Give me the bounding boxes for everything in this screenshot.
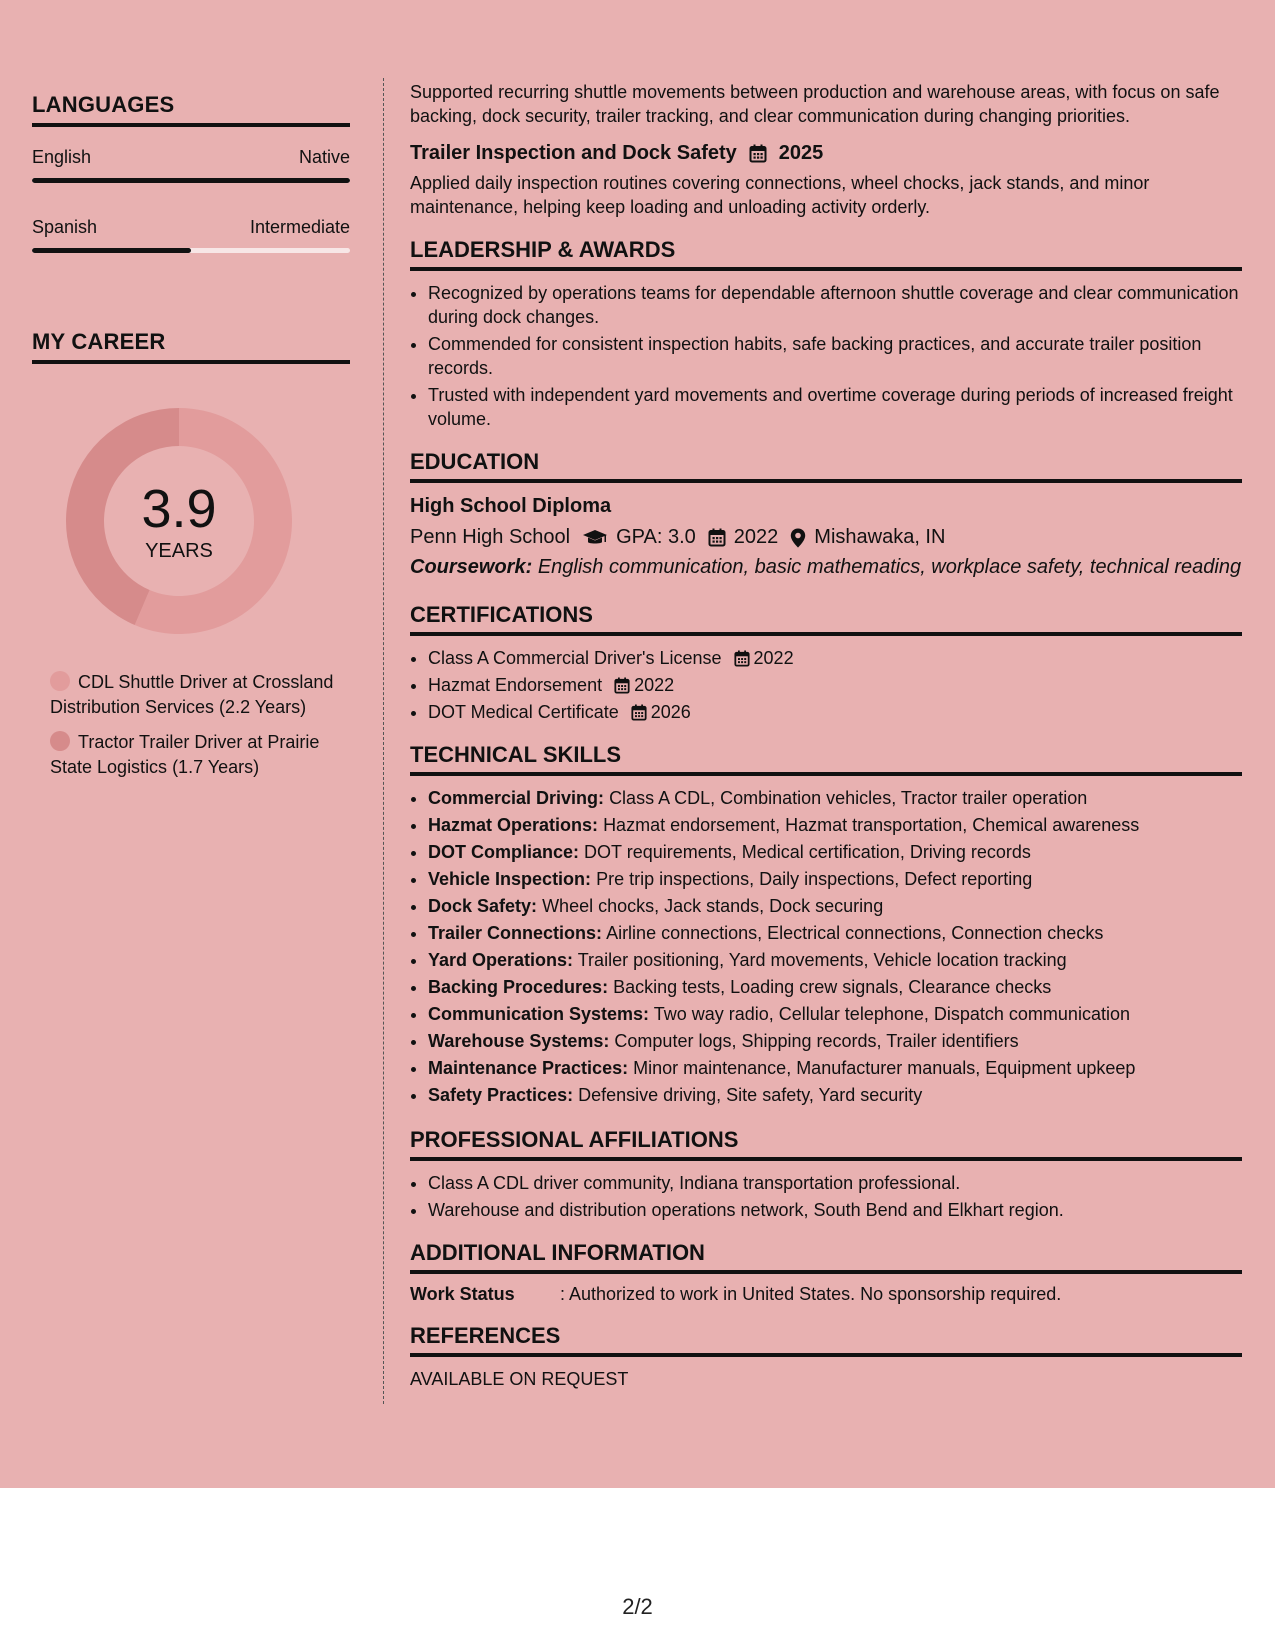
list-item — [428, 813, 1242, 837]
skill-label: Vehicle Inspection: — [428, 869, 592, 889]
cert-name: Class A Commercial Driver's License — [428, 648, 722, 668]
location-pin-icon — [790, 528, 806, 548]
skill-value: Pre trip inspections, Daily inspections, Defect reporting — [596, 869, 1033, 889]
calendar-icon — [631, 704, 647, 721]
career-legend — [32, 670, 350, 780]
list-item: • Commended for consistent inspection habits, safe backing practices, and accurate trailer position records. — [428, 332, 1242, 380]
language-proficiency-fill — [32, 248, 191, 253]
skill-value: Trailer positioning, Yard movements, Vehicle location tracking — [577, 950, 1067, 970]
list-item: • Trusted with independent yard movements and overtime coverage during periods of increased freight volume. — [428, 383, 1242, 431]
list-item: • Warehouse and distribution operations network, South Bend and Elkhart region. — [428, 1198, 1242, 1222]
career-legend-item — [50, 730, 350, 780]
affiliations-list — [410, 1171, 1242, 1222]
skill-value: Two way radio, Cellular telephone, Dispatch communication — [653, 1004, 1130, 1024]
leadership-list — [410, 281, 1242, 431]
list-item — [428, 840, 1242, 864]
cert-name: DOT Medical Certificate — [428, 702, 619, 722]
education-year: 2022 — [733, 526, 779, 548]
additional-title: ADDITIONAL INFORMATION — [410, 1240, 1242, 1274]
skill-label: Yard Operations: — [428, 950, 574, 970]
list-item — [428, 867, 1242, 891]
skill-value: Minor maintenance, Manufacturer manuals, Equipment upkeep — [633, 1058, 1136, 1078]
education-details — [410, 526, 1242, 549]
language-proficiency-fill — [32, 178, 350, 183]
skill-value: Hazmat endorsement, Hazmat transportation, Chemical awareness — [603, 815, 1140, 835]
skill-label: Communication Systems: — [428, 1004, 650, 1024]
calendar-icon — [708, 528, 726, 547]
education-coursework — [410, 555, 1242, 580]
left-column — [32, 92, 350, 790]
right-column — [410, 80, 1242, 1390]
list-item — [428, 786, 1242, 810]
list-item: • Class A CDL driver community, Indiana transportation professional. — [428, 1171, 1242, 1195]
education-degree: High School Diploma — [410, 495, 612, 517]
skill-label: Maintenance Practices: — [428, 1058, 629, 1078]
cert-year: 2022 — [634, 675, 675, 695]
skill-value: Airline connections, Electrical connections, Connection checks — [606, 923, 1104, 943]
education-title: EDUCATION — [410, 449, 1242, 483]
skill-label: Dock Safety: — [428, 896, 538, 916]
page-footer — [0, 1488, 1275, 1650]
references-title: REFERENCES — [410, 1323, 1242, 1357]
language-proficiency-bar — [32, 248, 350, 253]
page-number: 2/2 — [622, 1594, 653, 1619]
project-year: 2025 — [778, 142, 824, 164]
cert-year: 2022 — [753, 648, 794, 668]
language-spanish — [32, 217, 350, 253]
skills-title: TECHNICAL SKILLS — [410, 742, 1242, 776]
language-name: Spanish — [32, 217, 98, 237]
language-english — [32, 147, 350, 183]
list-item — [428, 921, 1242, 945]
work-status-value: : Authorized to work in United States. No sponsorship required. — [560, 1284, 1062, 1304]
certifications-title: CERTIFICATIONS — [410, 602, 1242, 636]
career-title: MY CAREER — [32, 329, 350, 364]
leadership-title: LEADERSHIP & AWARDS — [410, 237, 1242, 271]
work-status-row — [410, 1284, 1242, 1305]
skill-value: Backing tests, Loading crew signals, Clearance checks — [613, 977, 1052, 997]
legend-dot — [50, 671, 70, 691]
calendar-icon — [734, 650, 750, 667]
affiliations-title: PROFESSIONAL AFFILIATIONS — [410, 1127, 1242, 1161]
career-total-years: 3.9 — [141, 478, 217, 539]
skill-label: Commercial Driving: — [428, 788, 605, 808]
languages-title: LANGUAGES — [32, 92, 350, 127]
language-level: Native — [298, 147, 350, 167]
calendar-icon — [614, 677, 630, 694]
coursework-label: Coursework: — [410, 556, 533, 578]
skill-label: Safety Practices: — [428, 1085, 574, 1105]
cert-name: Hazmat Endorsement — [428, 675, 603, 695]
work-status-label: Work Status — [410, 1284, 515, 1304]
project-description: Applied daily inspection routines covering connections, wheel chocks, jack stands, and minor maintenance, helping keep loading and unloading activity orderly. — [410, 173, 1150, 217]
coursework-text: English communication, basic mathematics, workplace safety, technical reading — [537, 556, 1242, 578]
education-gpa: GPA: 3.0 — [616, 526, 696, 548]
certifications-list — [410, 646, 1242, 724]
list-item — [428, 894, 1242, 918]
skill-value: Defensive driving, Site safety, Yard security — [578, 1085, 923, 1105]
skill-value: Class A CDL, Combination vehicles, Tractor trailer operation — [609, 788, 1088, 808]
legend-dot — [50, 731, 70, 751]
career-total-unit: YEARS — [145, 539, 213, 562]
language-level: Intermediate — [249, 217, 350, 237]
skill-value: Wheel chocks, Jack stands, Dock securing — [542, 896, 884, 916]
project-heading — [410, 142, 1242, 165]
list-item — [428, 1083, 1242, 1107]
list-item — [428, 1029, 1242, 1053]
career-donut-chart — [66, 408, 292, 634]
skill-value: DOT requirements, Medical certification, Driving records — [584, 842, 1031, 862]
list-item — [428, 700, 1242, 724]
cert-year: 2026 — [650, 702, 691, 722]
career-legend-item — [50, 670, 350, 720]
skill-label: DOT Compliance: — [428, 842, 580, 862]
experience-intro: Supported recurring shuttle movements between production and warehouse areas, with focus on safe backing, dock security, trailer tracking, and clear communication during changing priorities. — [410, 82, 1220, 126]
list-item — [428, 646, 1242, 670]
calendar-icon — [749, 144, 767, 163]
list-item — [428, 948, 1242, 972]
skill-label: Trailer Connections: — [428, 923, 603, 943]
education-school: Penn High School — [410, 526, 571, 548]
list-item — [428, 673, 1242, 697]
list-item — [428, 1002, 1242, 1026]
career-legend-label: Tractor Trailer Driver at Prairie State Logistics (1.7 Years) — [50, 732, 320, 777]
skill-label: Backing Procedures: — [428, 977, 609, 997]
list-item — [428, 1056, 1242, 1080]
skills-list — [410, 786, 1242, 1107]
skill-label: Warehouse Systems: — [428, 1031, 610, 1051]
column-divider — [383, 78, 384, 1404]
graduation-cap-icon — [582, 529, 608, 547]
skill-value: Computer logs, Shipping records, Trailer identifiers — [614, 1031, 1019, 1051]
language-name: English — [32, 147, 92, 167]
list-item — [428, 975, 1242, 999]
project-title: Trailer Inspection and Dock Safety — [410, 142, 737, 164]
references-value: AVAILABLE ON REQUEST — [410, 1369, 629, 1389]
list-item: • Recognized by operations teams for dependable afternoon shuttle coverage and clear communication during dock changes. — [428, 281, 1242, 329]
skill-label: Hazmat Operations: — [428, 815, 599, 835]
language-proficiency-bar — [32, 178, 350, 183]
education-location: Mishawaka, IN — [814, 526, 946, 548]
career-legend-label: CDL Shuttle Driver at Crossland Distribution Services (2.2 Years) — [50, 672, 334, 717]
